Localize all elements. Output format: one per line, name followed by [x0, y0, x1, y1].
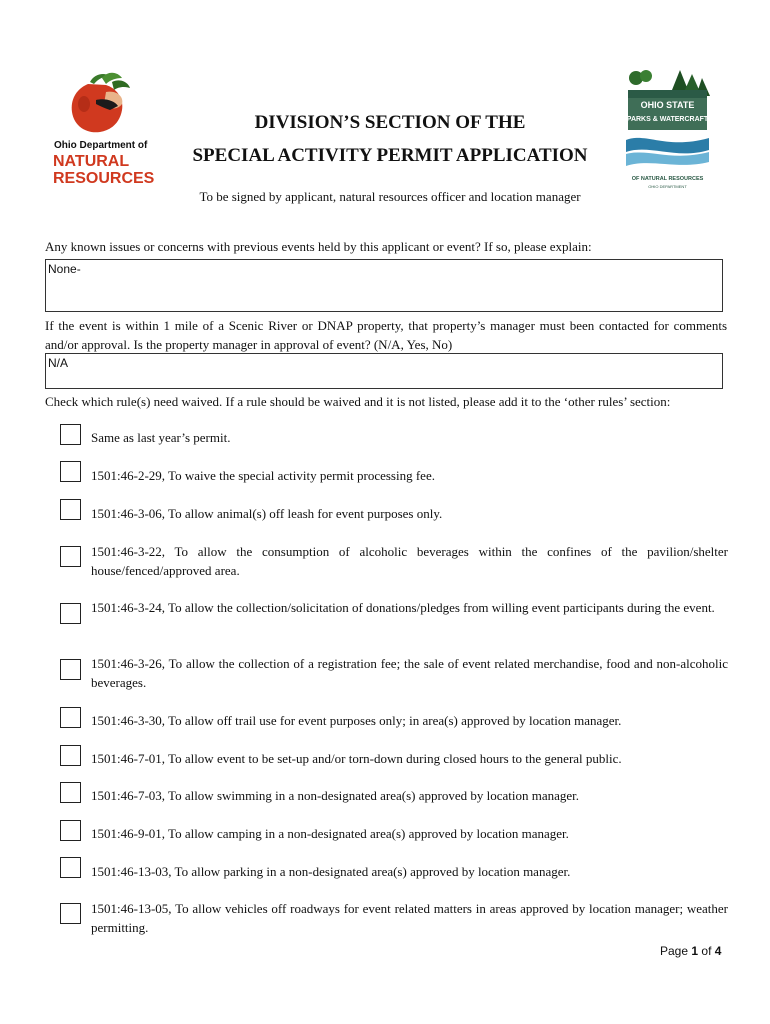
rule-text: 1501:46-3-22, To allow the consumption of alcoholic beverages within the confines of the pavilion/shelter house/fenced/approved area.	[91, 544, 728, 578]
rule-checkbox[interactable]	[60, 707, 81, 728]
rule-checkbox[interactable]	[60, 424, 81, 445]
odnr-logo-line1: Ohio Department of	[54, 140, 148, 151]
page-of: of	[701, 944, 712, 958]
scenic-river-label: If the event is within 1 mile of a Scenic River or DNAP property, that property’s manager must been contacted for comments and/or approval. Is the property manager in approval of event? (N/A, Yes, No)	[45, 318, 727, 352]
logo-ohio-state-text: OHIO STATE	[640, 100, 695, 110]
page-number	[660, 944, 721, 958]
parks-watercraft-logo	[620, 68, 715, 193]
page-word: Page	[660, 944, 689, 958]
rule-checkbox[interactable]	[60, 745, 81, 766]
rule-text: Same as last year’s permit.	[91, 430, 231, 445]
parks-watercraft-emblem-icon	[620, 68, 715, 193]
rule-text: 1501:46-2-29, To waive the special activity permit processing fee.	[91, 468, 435, 483]
page-title-line1: DIVISION’S SECTION OF THE	[254, 112, 526, 133]
page-title-line2: SPECIAL ACTIVITY PERMIT APPLICATION	[192, 145, 588, 166]
rule-checkbox[interactable]	[60, 499, 81, 520]
rule-text: 1501:46-3-26, To allow the collection of a registration fee; the sale of event related merchandise, food and non-alcoholic beverages.	[91, 656, 728, 690]
odnr-logo	[50, 70, 165, 195]
rule-checkbox[interactable]	[60, 820, 81, 841]
rule-text: 1501:46-3-06, To allow animal(s) off leash for event purposes only.	[91, 506, 443, 521]
rule-text: 1501:46-3-24, To allow the collection/solicitation of donations/pledges from willing event participants during the event.	[91, 600, 715, 615]
rule-checkbox[interactable]	[60, 603, 81, 624]
rules-intro: Check which rule(s) need waived. If a rule should be waived and it is not listed, please add it to the ‘other rules’ section:	[45, 394, 671, 409]
page-total: 4	[714, 944, 722, 958]
known-issues-field[interactable]: None-	[45, 259, 723, 312]
rule-checkbox[interactable]	[60, 546, 81, 567]
logo-ohio-dept-text: OHIO DEPARTMENT	[648, 184, 687, 189]
odnr-logo-resources: RESOURCES	[53, 170, 155, 187]
page-subtitle: To be signed by applicant, natural resources officer and location manager	[199, 189, 581, 204]
rule-text: 1501:46-7-01, To allow event to be set-up and/or torn-down during closed hours to the general public.	[91, 751, 622, 766]
rule-checkbox[interactable]	[60, 903, 81, 924]
rule-checkbox[interactable]	[60, 857, 81, 878]
logo-odnr-text: OF NATURAL RESOURCES	[631, 176, 704, 182]
scenic-river-field[interactable]: N/A	[45, 353, 723, 389]
logo-parks-text: PARKS & WATERCRAFT	[626, 116, 709, 123]
rule-text: 1501:46-13-03, To allow parking in a non-designated area(s) approved by location manager.	[91, 864, 571, 879]
rule-text: 1501:46-3-30, To allow off trail use for event purposes only; in area(s) approved by location manager.	[91, 713, 622, 728]
rule-checkbox[interactable]	[60, 782, 81, 803]
odnr-logo-natural: NATURAL	[53, 153, 130, 170]
rule-text: 1501:46-9-01, To allow camping in a non-designated area(s) approved by location manager.	[91, 826, 569, 841]
odnr-emblem-icon	[60, 70, 140, 140]
page-current: 1	[691, 944, 699, 958]
rule-checkbox[interactable]	[60, 659, 81, 680]
rule-text: 1501:46-7-03, To allow swimming in a non-designated area(s) approved by location manager.	[91, 788, 580, 803]
rule-checkbox[interactable]	[60, 461, 81, 482]
odnr-logo-line2	[53, 153, 154, 187]
known-issues-label: Any known issues or concerns with previous events held by this applicant or event? If so, please explain:	[45, 239, 592, 254]
rule-text: 1501:46-13-05, To allow vehicles off roadways for event related matters in areas approved by location manager; weather permitting.	[91, 901, 728, 935]
